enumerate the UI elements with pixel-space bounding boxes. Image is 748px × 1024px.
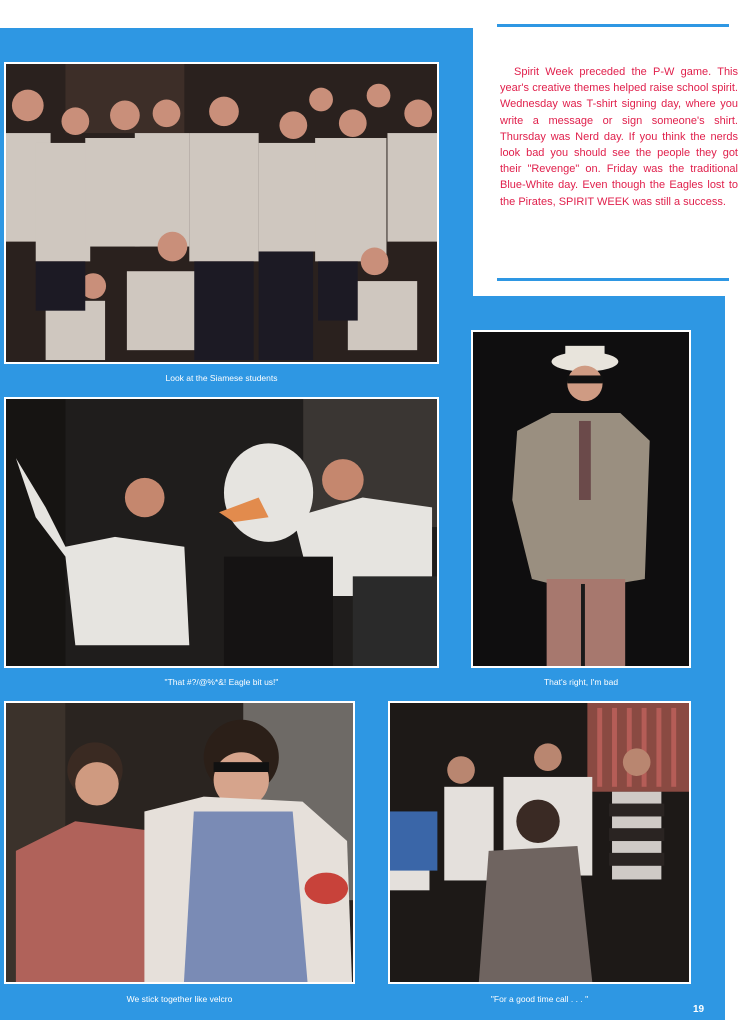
photo-velcro-image (6, 703, 353, 982)
photo-nerd-day (471, 330, 691, 668)
caption-eagle: "That #?/@%*&! Eagle bit us!" (164, 677, 279, 687)
caption-group: Look at the Siamese students (165, 373, 278, 383)
photo-nerd-image (473, 332, 689, 666)
photo-group-image (6, 64, 437, 362)
photo-velcro (4, 701, 355, 984)
story-text: Spirit Week preceded the P-W game. This year's creative themes helped raise school spirit. Wednesday was T-shirt signing day, where you write a message or sign someone's shirt. Thursday was Nerd day. If you think the nerds look bad you should see the people they got their "Revenge" on. Friday was the traditional Blue-White day. Even though the Eagles lost to the Pirates, SPIRIT WEEK was still a success. (500, 66, 738, 208)
photo-eagle-image (6, 399, 437, 666)
story-rule-top (497, 24, 729, 27)
photo-group-tshirts (4, 62, 439, 364)
photo-good-time-image (390, 703, 689, 982)
caption-nerd: That's right, I'm bad (543, 677, 619, 687)
photo-eagle-mascot (4, 397, 439, 668)
photo-good-time (388, 701, 691, 984)
caption-velcro: We stick together like velcro (126, 994, 233, 1004)
story-rule-bottom (497, 278, 729, 281)
page-number: 19 (693, 1004, 705, 1015)
caption-good-time: "For a good time call . . . " (490, 994, 589, 1004)
